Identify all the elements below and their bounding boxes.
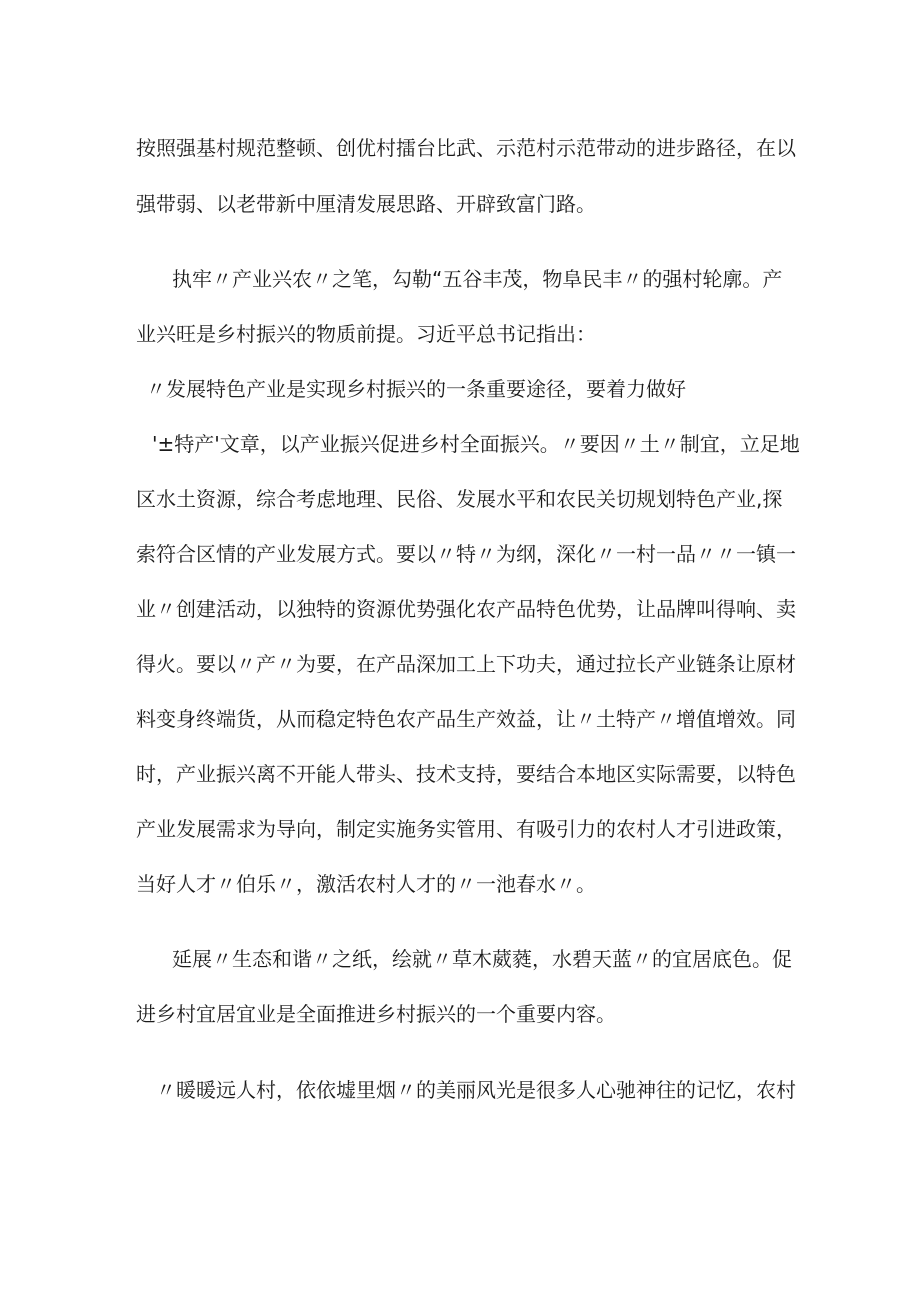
paragraph-2-line-12: 当好人才〃伯乐〃，激活农村人才的〃一池春水〃。 [136, 872, 596, 896]
paragraph-2-line-9: 料变身终端货，从而稳定特色农产品生产效益，让〃土特产〃增值增效。同 [136, 707, 796, 731]
paragraph-2-line-6: 索符合区情的产业发展方式。要以〃特〃为纲，深化〃一村一品〃〃一镇一 [136, 542, 796, 566]
paragraph-2-line-5: 区水土资源，综合考虑地理、民俗、发展水平和农民关切规划特色产业,探 [136, 487, 783, 511]
paragraph-2-line-7: 业〃创建活动，以独特的资源优势强化农产品特色优势，让品牌叫得响、卖 [136, 597, 796, 621]
paragraph-2-line-8: 得火。要以〃产〃为要，在产品深加工上下功夫，通过拉长产业链条让原材 [136, 652, 796, 676]
paragraph-3-line-1: 延展〃生态和谐〃之纸，绘就〃草木葳蕤，水碧天蓝〃的宜居底色。促 [172, 947, 792, 971]
paragraph-2-line-3: 〃发展特色产业是实现乡村振兴的一条重要途径，要着力做好 [146, 377, 686, 401]
paragraph-2-line-1: 执牢〃产业兴农〃之笔，勾勒“五谷丰茂，物阜民丰〃的强村轮廓。产 [172, 267, 783, 291]
paragraph-1-line-2: 强带弱、以老带新中厘清发展思路、开辟致富门路。 [136, 192, 596, 216]
paragraph-4-line-1: 〃暖暖远人村，依依墟里烟〃的美丽风光是很多人心驰神往的记忆，农村 [156, 1078, 796, 1102]
paragraph-2-line-2: 业兴旺是乡村振兴的物质前提。习近平总书记指出： [136, 322, 596, 346]
paragraph-2-line-11: 产业发展需求为导向，制定实施务实管用、有吸引力的农村人才引进政策， [136, 817, 796, 841]
paragraph-1-line-1: 按照强基村规范整顿、创优村擂台比武、示范村示范带动的进步路径，在以 [136, 136, 796, 160]
paragraph-2-line-4: '±特产'文章，以产业振兴促进乡村全面振兴。〃要因〃土〃制宜，立足地 [152, 432, 800, 456]
paragraph-3-line-2: 进乡村宜居宜业是全面推进乡村振兴的一个重要内容。 [136, 1002, 616, 1026]
paragraph-2-line-10: 时，产业振兴离不开能人带头、技术支持，要结合本地区实际需要，以特色 [136, 762, 796, 786]
